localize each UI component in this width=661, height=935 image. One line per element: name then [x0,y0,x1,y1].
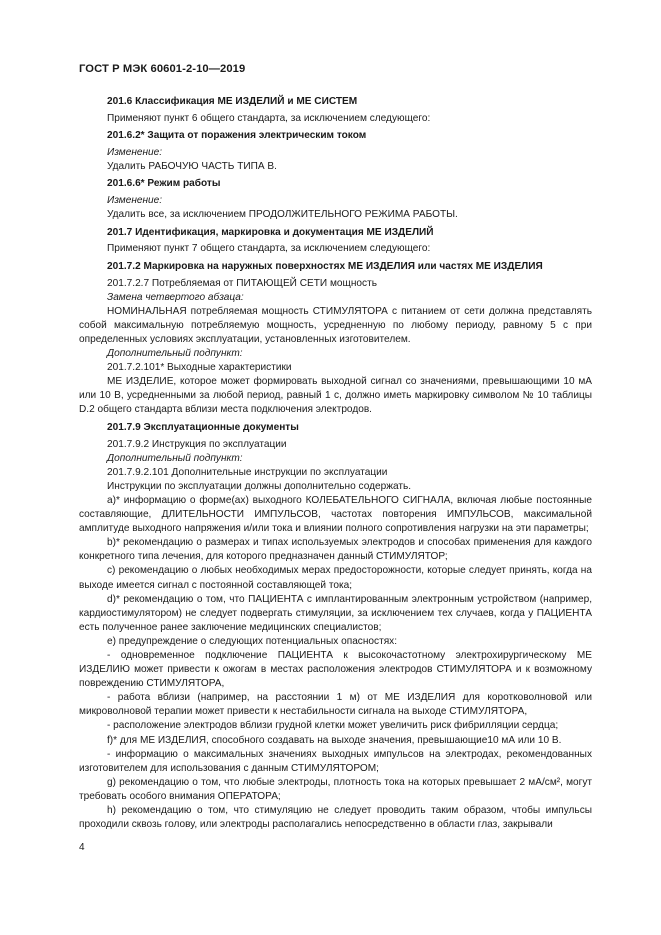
paragraph: Инструкции по эксплуатации должны дополнительно содержать. [107,480,412,492]
paragraph: 201.7.2.101* Выходные характеристики [107,362,292,374]
paragraph: g) рекомендацию о том, что любые электроды, плотность тока на которых превышает 2 мА/см², могут требовать особого внимания ОПЕРАТОРА; [79,776,592,802]
paragraph: e) предупреждение о следующих потенциальных опасностях: [107,635,398,647]
paragraph: - расположение электродов вблизи грудной клетки может увеличить риск фибрилляции сердца; [107,720,559,732]
document-body [79,95,592,832]
italic-note: Изменение: [107,195,163,207]
italic-note: Замена четвертого абзаца: [107,291,244,303]
paragraph: a)* информацию о форме(ах) выходного КОЛЕБАТЕЛЬНОГО СИГНАЛА, включая любые постоянные составляющие, ДЛИТЕЛЬНОСТИ ИМПУЛЬСОВ, частотах повторения ИМПУЛЬСОВ, максимальной амплитуде выходного напряжения и/или тока и влиянии полного сопротивления нагрузки на эти параметры; [79,494,592,535]
section-heading: 201.6.6* Режим работы [107,178,221,190]
italic-note: Дополнительный подпункт: [107,348,243,359]
paragraph: 201.7.2.7 Потребляемая от ПИТАЮЩЕЙ СЕТИ мощность [107,277,377,289]
section-heading: 201.7.2 Маркировка на наружных поверхностях МЕ ИЗДЕЛИЯ или частях МЕ ИЗДЕЛИЯ [107,260,543,272]
paragraph: 201.7.9.2 Инструкция по эксплуатации [107,438,287,450]
paragraph: МЕ ИЗДЕЛИЕ, которое может формировать выходной сигнал со значениями, превышающими 10 мА или 10 В, усредненными за любой период, равный 1 с, должно иметь маркировку символом № 10 таблицы D.2 общего стандарта вблизи места подключения электродов. [79,376,592,416]
paragraph: - информацию о максимальных значениях выходных импульсов на электродах, рекомендованных изготовителем для использования с данным СТИМУЛЯТОРОМ; [79,748,592,774]
paragraph: Удалить РАБОЧУЮ ЧАСТЬ ТИПА В. [107,160,277,172]
paragraph: b)* рекомендацию о размерах и типах используемых электродов и способах применения для каждого конкретного типа лечения, для которого предназначен данный СТИМУЛЯТОР; [79,537,592,563]
paragraph: НОМИНАЛЬНАЯ потребляемая мощность СТИМУЛЯТОРА с питанием от сети должна представлять собой максимальную потребляемую мощность, усредненную по любому периоду, равному 5 с при определенных условиях эксплуатации, установленных изготовителем. [79,305,592,345]
paragraph: d)* рекомендацию о том, что ПАЦИЕНТА с имплантированным электронным устройством (например, кардиостимулятором) не следует подвергать стимуляции, за исключением тех случаев, когда у ПАЦИЕНТА есть полученное ранее заключение медицинских специалистов; [79,593,592,633]
italic-note: Дополнительный подпункт: [107,452,243,464]
section-heading: 201.6 Классификация МЕ ИЗДЕЛИЙ и МЕ СИСТЕМ [107,96,358,107]
page-number: 4 [79,842,85,853]
paragraph: h) рекомендацию о том, что стимуляцию не следует проводить таким образом, чтобы импульсы проходили сквозь голову, или электроды располагались непосредственно в области глаз, закрывали [79,805,592,831]
section-heading: 201.6.2* Защита от поражения электрическим током [107,130,367,142]
paragraph: 201.7.9.2.101 Дополнительные инструкции по эксплуатации [107,466,388,478]
paragraph: f)* для МЕ ИЗДЕЛИЯ, способного создавать на выходе значения, превышающие10 мА или 10 В. [107,734,562,746]
standard-header: ГОСТ Р МЭК 60601-2-10—2019 [79,63,246,75]
italic-note: Изменение: [107,146,163,158]
section-heading: 201.7.9 Эксплуатационные документы [107,421,299,433]
paragraph: Удалить все, за исключением ПРОДОЛЖИТЕЛЬНОГО РЕЖИМА РАБОТЫ. [107,209,458,221]
paragraph: c) рекомендацию о любых необходимых мерах предосторожности, которые следует принять, когда на выходе имеется сигнал с постоянной составляющей тока; [79,565,592,591]
section-heading: 201.7 Идентификация, маркировка и документация МЕ ИЗДЕЛИЙ [107,226,434,238]
paragraph: - одновременное подключение ПАЦИЕНТА к высокочастотному электрохирургическому МЕ ИЗДЕЛИЮ может привести к ожогам в местах расположения электродов СТИМУЛЯТОРА и к возможному повреждению СТИМУЛЯТОРА, [79,649,592,690]
paragraph: - работа вблизи (например, на расстоянии 1 м) от МЕ ИЗДЕЛИЯ для коротковолновой или микроволновой терапии может привести к нестабильности сигнала на выходе СТИМУЛЯТОРА, [79,692,592,718]
paragraph: Применяют пункт 7 общего стандарта, за исключением следующего: [107,243,431,255]
paragraph: Применяют пункт 6 общего стандарта, за исключением следующего: [107,112,431,124]
